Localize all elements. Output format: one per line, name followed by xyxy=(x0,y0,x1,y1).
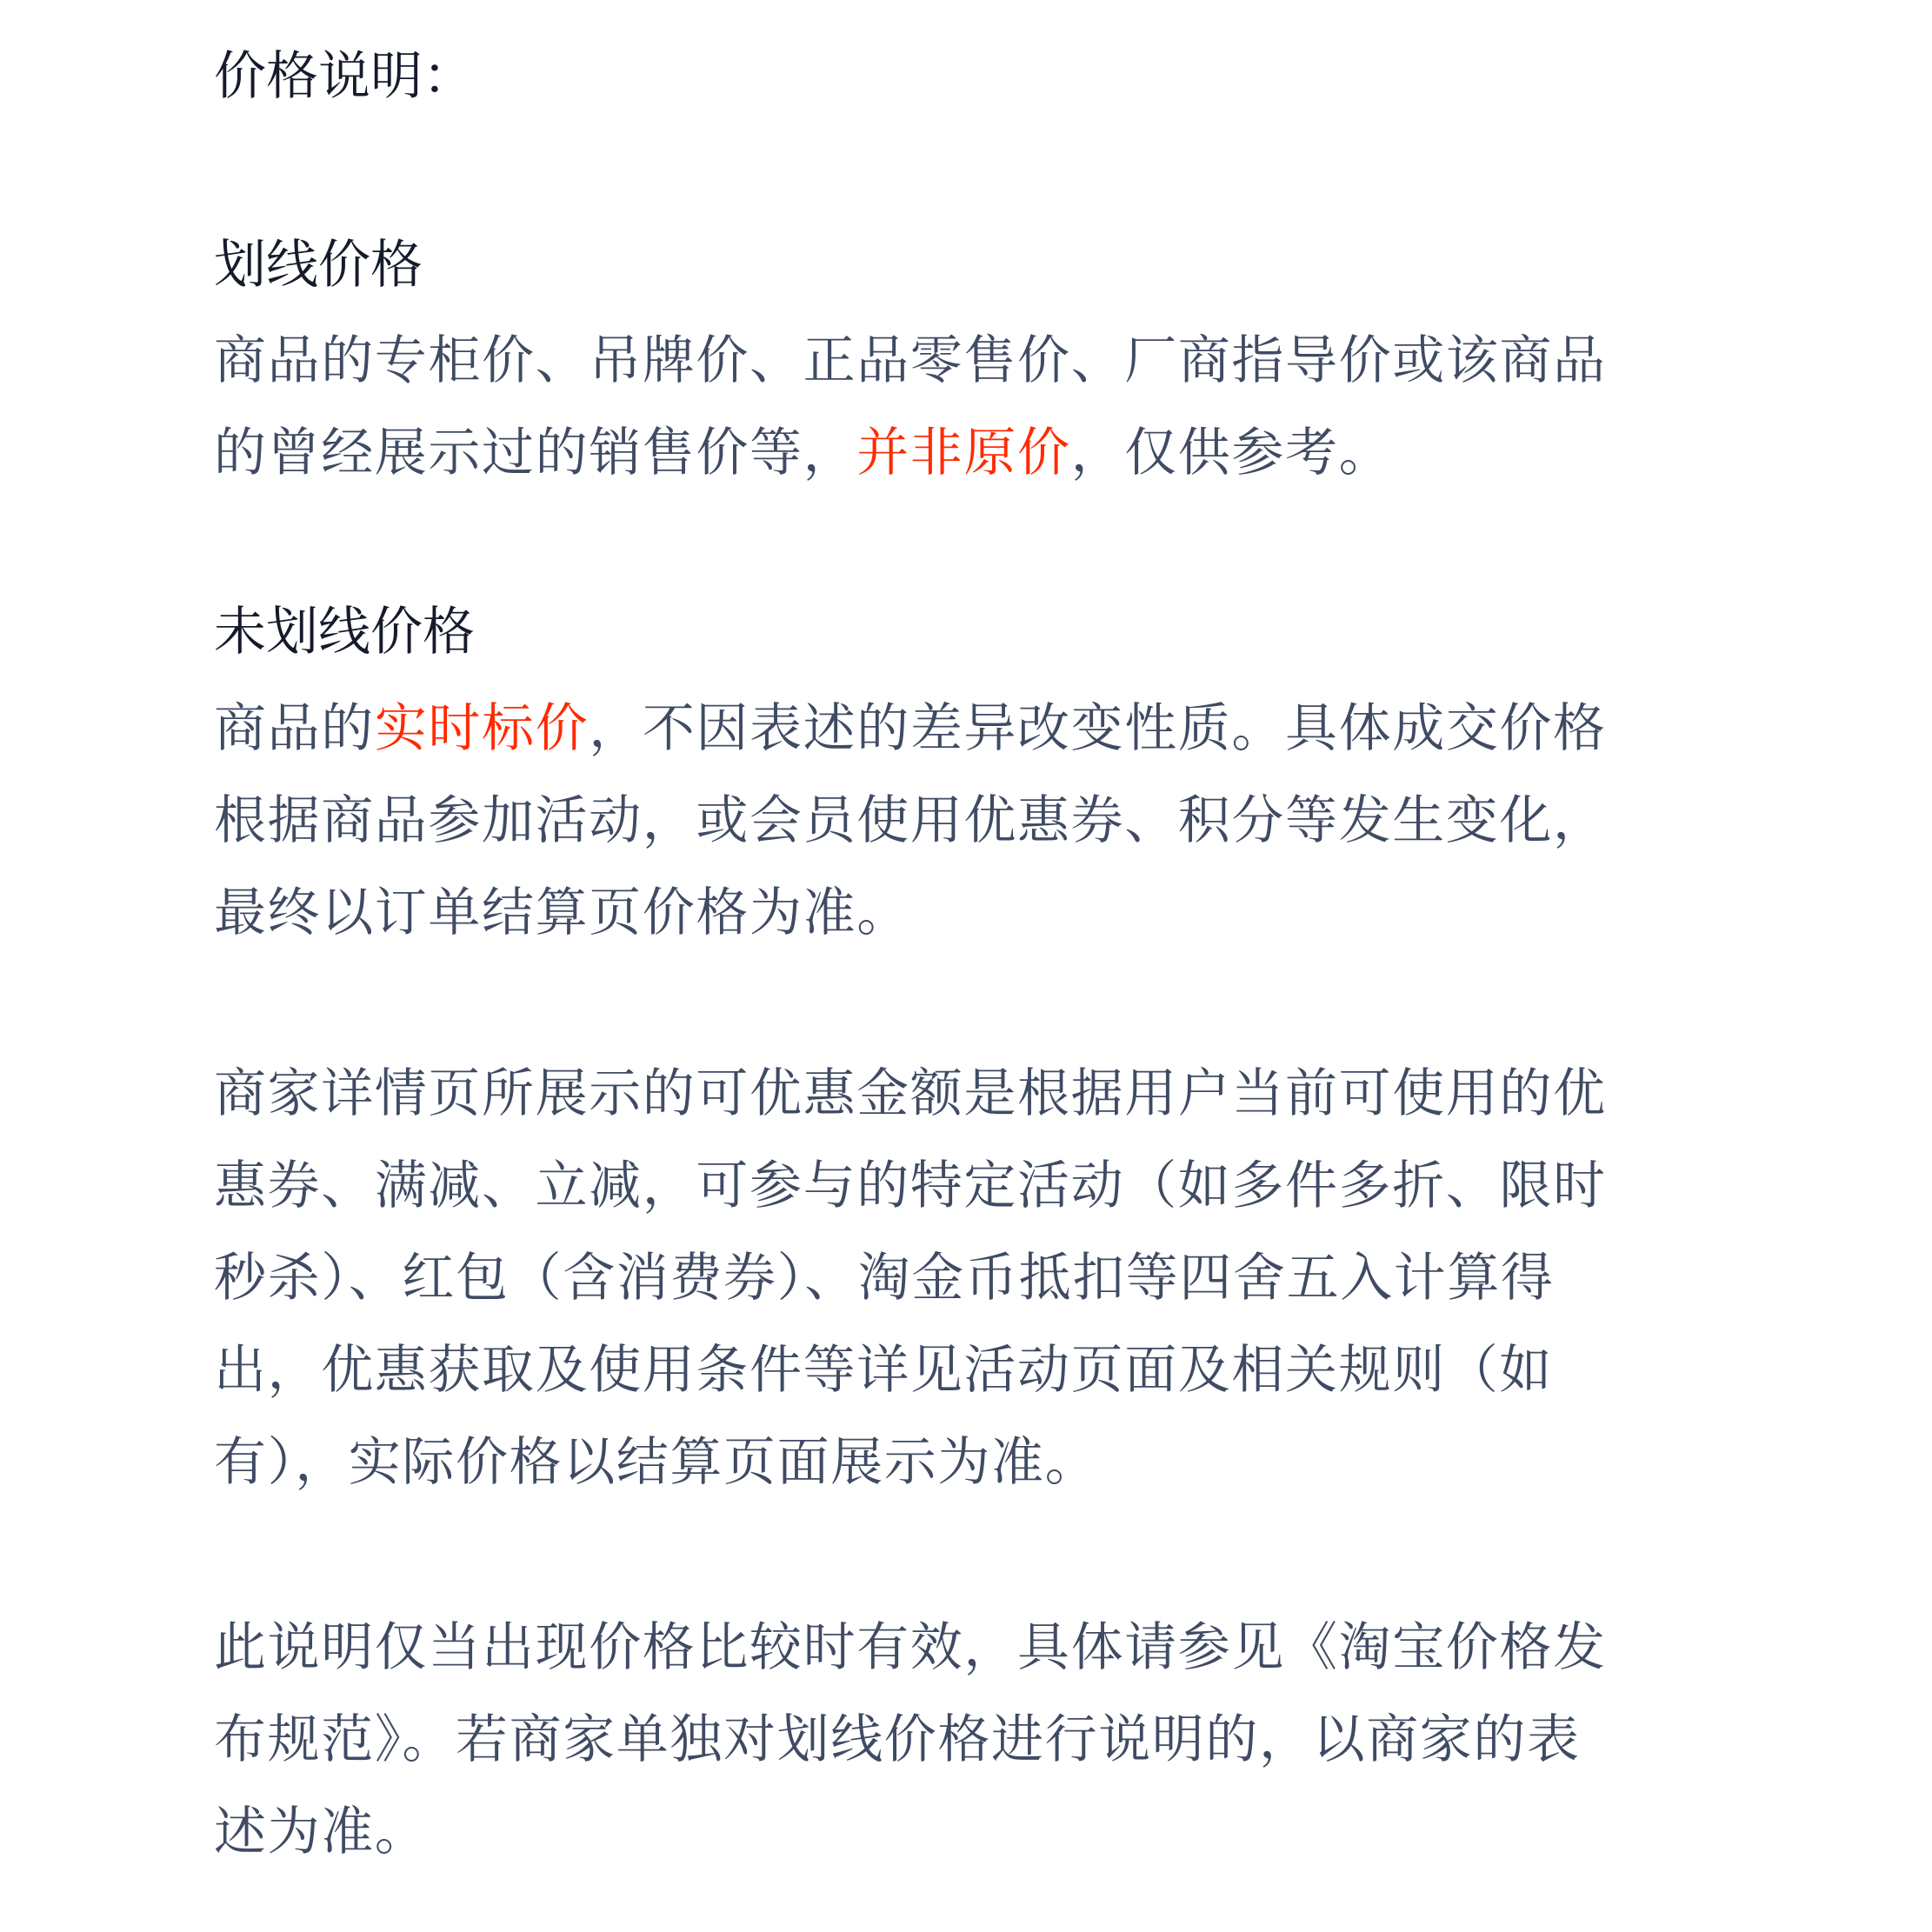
text-line: 秒杀）、红包（含消费券）、淘金币抵扣等四舍五入计算得 xyxy=(214,1248,1555,1309)
text-line: 出，优惠获取及使用条件等详见活动页面及相关规则（如 xyxy=(214,1340,1553,1401)
page-title: 价格说明： xyxy=(214,46,475,107)
section-heading-non-strikethrough-price: 未划线价格 xyxy=(214,602,475,663)
text-segment: 最终以订单结算页价格为准。 xyxy=(214,883,910,943)
text-line xyxy=(214,683,1607,775)
text-line: 商家详情页所展示的可优惠金额是根据用户当前可使用的优 xyxy=(214,1063,1607,1124)
text-segment: ，不因表述的差异改变性质。具体成交价格 xyxy=(589,698,1607,759)
text-segment: 根据商品参加活动，或会员使用优惠券、积分等发生变化， xyxy=(214,790,1607,851)
text-line: 述为准。 xyxy=(214,1802,429,1862)
section-body-strikethrough-price xyxy=(214,315,1607,499)
text-line xyxy=(214,775,1607,867)
text-line xyxy=(214,315,1607,407)
discount-explanation-paragraph xyxy=(214,1048,1607,1509)
text-segment: ，仅供参考。 xyxy=(1070,423,1393,483)
text-line: 有），实际价格以结算页面展示为准。 xyxy=(214,1432,1099,1493)
text-line: 此说明仅当出现价格比较时有效，具体请参见《淘宝价格发 xyxy=(214,1617,1607,1678)
highlight-text-real-time-price: 实时标价 xyxy=(374,698,590,759)
price-explanation-panel xyxy=(214,0,1709,1932)
text-segment: 商品的 xyxy=(214,698,375,759)
text-line xyxy=(214,407,1607,499)
highlight-text-not-original-price: 并非原价 xyxy=(856,423,1071,483)
text-segment: 商品的专柜价、吊牌价、正品零售价、厂商指导价或该商品 xyxy=(214,330,1607,391)
text-line: 布规范》。若商家单独对划线价格进行说明的，以商家的表 xyxy=(214,1709,1581,1770)
text-line xyxy=(214,867,1607,959)
text-segment: 的曾经展示过的销售价等， xyxy=(214,423,857,483)
section-body-non-strikethrough-price xyxy=(214,683,1607,959)
validity-note-paragraph xyxy=(214,1602,1607,1878)
section-heading-strikethrough-price: 划线价格 xyxy=(214,235,423,296)
text-line: 惠券、满减、立减，可参与的特定活动（如多件多折、限时 xyxy=(214,1156,1607,1216)
